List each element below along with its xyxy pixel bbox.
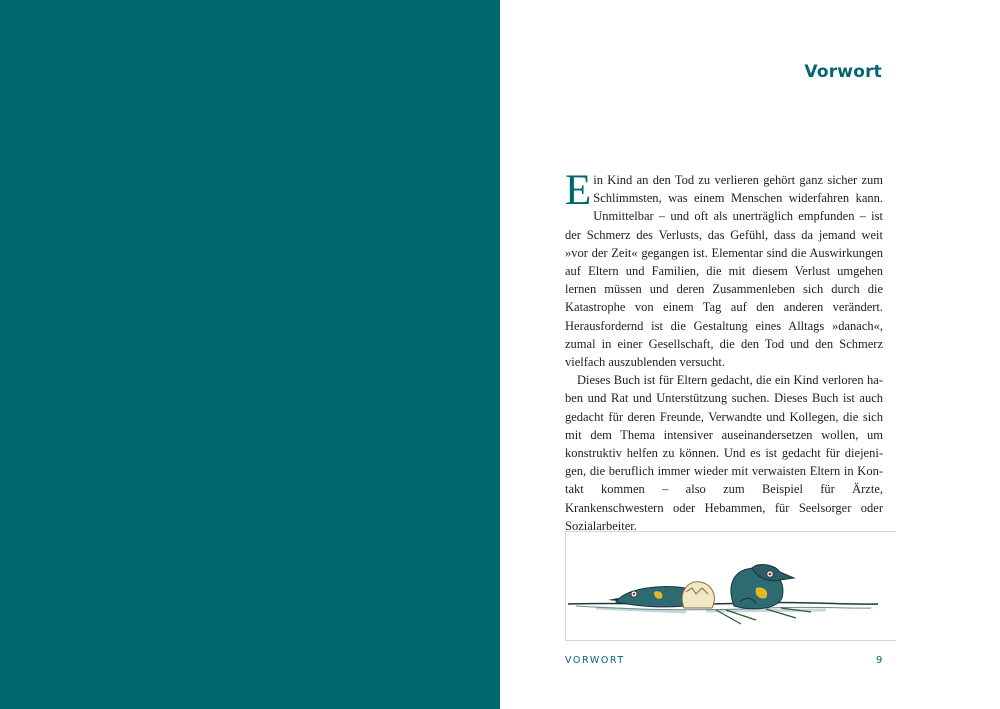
page-title: Vorwort [804,62,882,82]
paragraph-1 [565,167,883,371]
body-text [565,167,883,535]
page-number: 9 [876,655,883,666]
drop-cap: E [565,167,592,214]
illustration-frame [565,531,896,641]
ground-shadow [568,602,878,604]
paragraph-2: Dieses Buch ist für Eltern gedacht, die ein Kind verloren haben und Rat und Unterstützung suchen. Dieses Buch ist auch gedacht für deren Freunde, Verwandte und Kollegen, die sich mit dem Thema intensiver auseinandersetzen wollen, um konstruktiv helfen zu können. Und es ist gedacht für diejenigen, die beruflich immer wieder mit verwaisten Eltern in Kontakt kommen – also zum Beispiel für Ärzte, Krankenschwestern oder Hebammen, für Seelsorger oder Sozialarbeiter. [565,373,883,533]
footer-section-label: VORWORT [565,655,625,666]
two-birds-illustration [566,532,896,640]
egg-shell [682,582,714,608]
paragraph-1-text: in Kind an den Tod zu verlieren gehört ganz sicher zum Schlimmsten, was einem Menschen widerfahren kann. Unmittelbar – und oft als unerträglich empfunden – ist der Schmerz des Verlusts, das Gefühl, dass da jemand weit »vor der Zeit« gegangen ist. Elementar sind die Auswirkungen auf Eltern und Familien, die mit diesem Verlust umgehen lernen müssen und deren Zusammenleben sich durch die Katastrophe von einem Tag auf den anderen verändert. Herausfordernd ist die Gestaltung eines Alltags »danach«, zumal in einer Gesellschaft, die den Tod und den Schmerz vielfach auszublenden versucht. [565,173,883,370]
